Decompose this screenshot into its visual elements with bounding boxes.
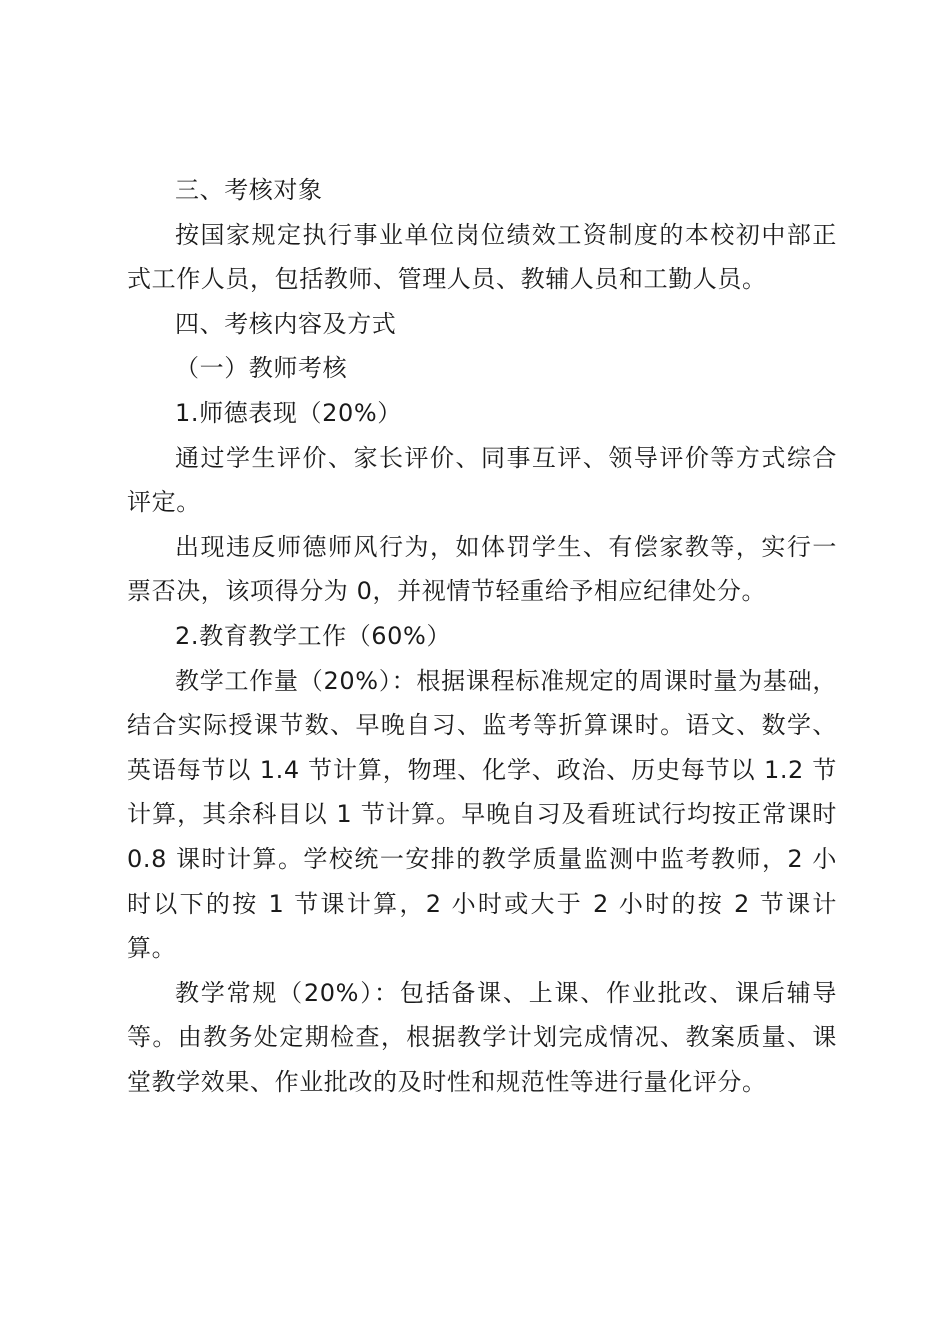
paragraph-ethics-evaluation: 通过学生评价、家长评价、同事互评、领导评价等方式综合评定。 [127,443,837,517]
paragraph-teaching-routine: 教学常规（20%）：包括备课、上课、作业批改、课后辅导等。由教务处定期检查，根据教学计划完成情况、教案质量、课堂教学效果、作业批改的及时性和规范性等进行量化评分。 [127,978,837,1096]
subsection-heading-teacher-assessment: （一）教师考核 [175,354,348,383]
item-heading-teacher-ethics: 1.师德表现（20%） [175,398,402,427]
item-heading-teaching-work: 2.教育教学工作（60%） [175,621,452,650]
paragraph-assessment-targets: 按国家规定执行事业单位岗位绩效工资制度的本校初中部正式工作人员，包括教师、管理人员、教辅人员和工勤人员。 [127,220,837,294]
paragraph-teaching-workload: 教学工作量（20%）：根据课程标准规定的周课时量为基础，结合实际授课节数、早晚自习、监考等折算课时。语文、数学、英语每节以 1.4 节计算，物理、化学、政治、历史每节以 1.2 节计算，其余科目以 1 节计算。早晚自习及看班试行均按正常课时 0.8 课时计算。学校统一安排的教学质量监测中监考教师，2 小时以下的按 1 节课计算，2 小时或大于 2 小时的按 2 节课计算。 [127,666,837,963]
section-heading-assessment-targets: 三、考核对象 [175,176,323,204]
document-body [127,168,837,1104]
paragraph-ethics-veto: 出现违反师德师风行为，如体罚学生、有偿家教等，实行一票否决，该项得分为 0，并视情节轻重给予相应纪律处分。 [127,532,837,606]
section-heading-assessment-content: 四、考核内容及方式 [175,309,397,338]
